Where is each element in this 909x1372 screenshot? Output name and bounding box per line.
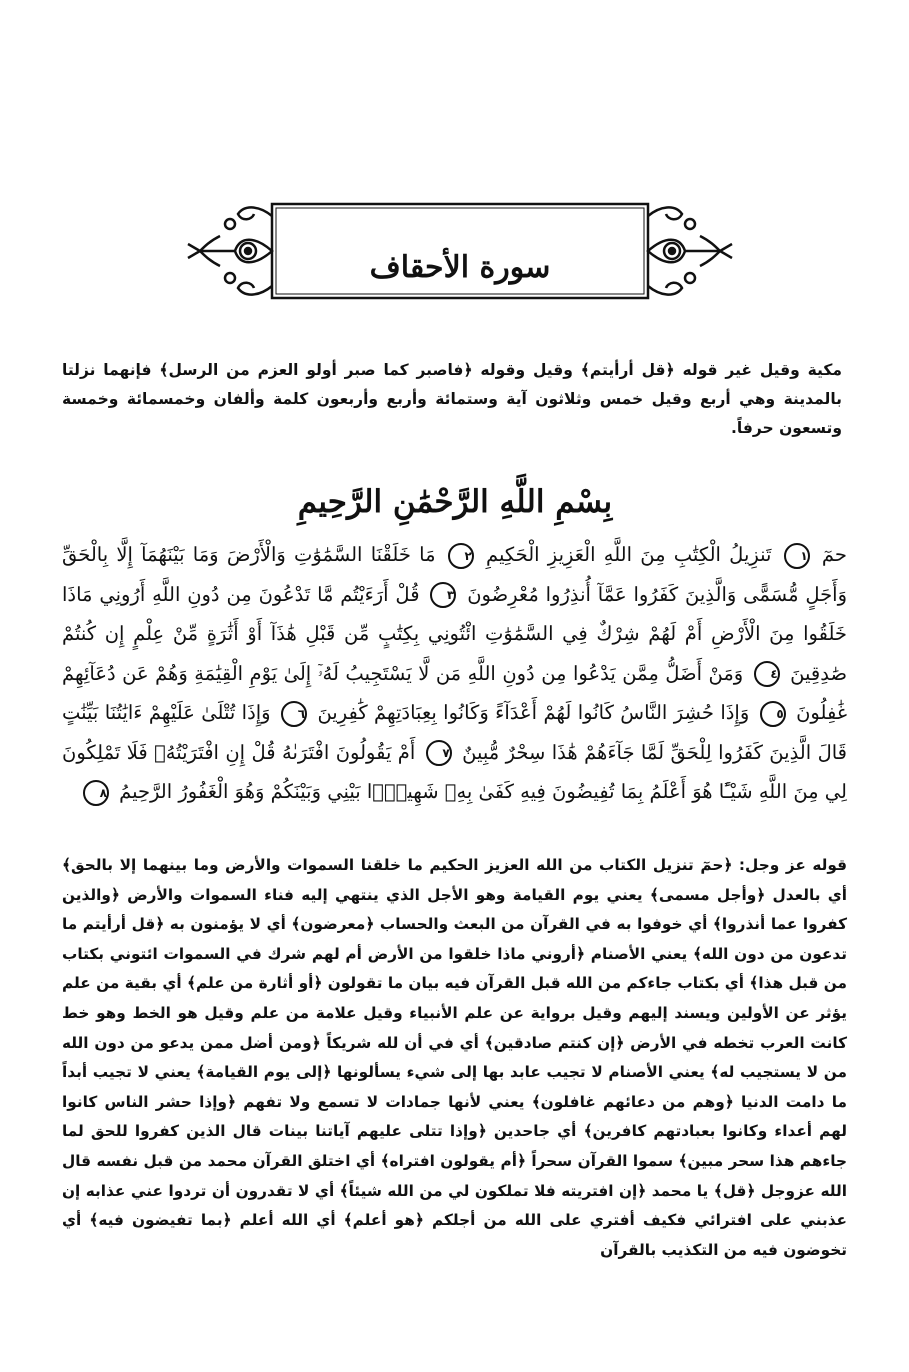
basmala: بِسْمِ اللَّهِ الرَّحْمَٰنِ الرَّحِيمِ [297,484,613,520]
surah-introduction: مكية وقيل غير قوله ﴿قل أرأيتم﴾ وقيل وقوله ﴿فاصبر كما صبر أولو العزم من الرسل﴾ فإنهما نزلتا بالمدينة وهي أربع وقيل خمس وثلاثون آية وستمائة وأربع وأربعون كلمة وألفان وخمسمائة وخمسة وتسعون حرفاً. [62,361,842,437]
verse-text: وَمَنْ أَضَلُّ مِمَّن يَدْعُوا مِن دُونِ اللَّهِ مَن لَّا يَسْتَجِيبُ لَهُۥٓ إِلَىٰ يَوْمِ الْقِيَٰمَةِ وَهُمْ عَن دُعَآئِهِمْ غَٰفِلُونَ [62,661,848,724]
verse-text: تَنزِيلُ الْكِتَٰبِ مِنَ اللَّهِ الْعَزِيزِ الْحَكِيمِ [486,543,772,566]
verse-number-marker: ٢ [448,543,474,569]
verse-text: قُلْ أَرَءَيْتُم مَّا تَدْعُونَ مِن دُونِ اللَّهِ أَرُونِي مَاذَا خَلَقُوا مِنَ الْأَرْضِ أَمْ لَهُمْ شِرْكٌ فِي السَّمَٰوَٰتِ ائْتُونِي بِكِتَٰبٍ مِّن قَبْلِ هَٰذَآ أَوْ أَثَٰرَةٍ مِّنْ عِلْمٍ إِن كُنتُمْ صَٰدِقِينَ [62,582,848,685]
verse-text: وَإِذَا تُتْلَىٰ عَلَيْهِمْ ءَايَٰتُنَا بَيِّنَٰتٍ قَالَ الَّذِينَ كَفَرُوا لِلْحَقِّ لَمَّا جَآءَهُمْ هَٰذَا سِحْرٌ مُّبِينٌ [62,701,848,764]
verse-text: حمٓ [821,543,847,566]
verse-number-marker: ٤ [754,661,780,687]
verse-text: وَإِذَا حُشِرَ النَّاسُ كَانُوا لَهُمْ أَعْدَآءً وَكَانُوا بِعِبَادَتِهِمْ كَٰفِرِينَ [317,701,750,724]
verse-number-marker: ١ [784,543,810,569]
surah-title-frame [180,196,740,306]
verse-number-marker: ٥ [760,701,786,727]
verse-text: أَمْ يَقُولُونَ افْتَرَىٰهُ قُلْ إِنِ افْتَرَيْتُهُۥ فَلَا تَمْلِكُونَ لِي مِنَ اللَّهِ شَيْـًٔا هُوَ أَعْلَمُ بِمَا تُفِيضُونَ فِيهِ كَفَىٰ بِهِۦ شَهِيدًۢا بَيْنِي وَبَيْنَكُمْ وَهُوَ الْغَفُورُ الرَّحِيمُ [62,740,847,803]
verse-number-marker: ٨ [83,780,109,806]
verse-number-marker: ٧ [426,740,452,766]
verse-number-marker: ٦ [281,701,307,727]
tafsir-commentary: قوله عز وجل: ﴿حمٓ تنزيل الكتاب من الله العزيز الحكيم ما خلقنا السموات والأرض وما بينهما إلا بالحق﴾ أي بالعدل ﴿وأجل مسمى﴾ يعني يوم القيامة وهو الأجل الذي ينتهي إليه فناء السموات والأرض ﴿والذين كفروا عما أنذروا﴾ أي خوفوا به في القرآن من البعث والحساب ﴿معرضون﴾ أي لا يؤمنون به ﴿قل أرأيتم ما تدعون من دون الله﴾ يعني الأصنام ﴿أروني ماذا خلقوا من الأرض أم لهم شرك في السموات ائتوني بكتاب من قبل هذا﴾ أي بكتاب جاءكم من الله قبل القرآن فيه بيان ما تقولون ﴿أو أثارة من علم﴾ أي بقية من علم يؤثر عن الأولين ويسند إليهم وقيل برواية عن علم الأنبياء وقيل علامة من علم وقيل هو الخط وهو خط كانت العرب تخطه في الأرض ﴿إن كنتم صادقين﴾ أي في أن لله شريكاً ﴿ومن أضل ممن يدعو من دون الله من لا يستجيب له﴾ يعني الأصنام لا تجيب عابد بها إلى شيء يسألونها ﴿إلى يوم القيامة﴾ يعني لا تجيب أبداً ما دامت الدنيا ﴿وهم من دعائهم غافلون﴾ يعني لأنها جمادات لا تسمع ولا تفهم ﴿وإذا حشر الناس كانوا لهم أعداء وكانوا بعبادتهم كافرين﴾ أي جاحدين ﴿وإذا تتلى عليهم آياتنا بينات قال الذين كفروا للحق لما جاءهم هذا سحر مبين﴾ سموا القرآن سحراً ﴿أم يقولون افتراه﴾ أي اختلق القرآن محمد من قبل نفسه قال الله عزوجل ﴿قل﴾ يا محمد ﴿إن افتريته فلا تملكون لي من الله شيئاً﴾ أي لا تقدرون أن تردوا عني عذابه إن عذبني على افترائي فكيف أفتري على الله من أجلكم ﴿هو أعلم﴾ أي الله أعلم ﴿بما تفيضون فيه﴾ أي تخوضون فيه من التكذيب بالقرآن [62,856,847,1259]
verse-text: مَا خَلَقْنَا السَّمَٰوَٰتِ وَالْأَرْضَ وَمَا بَيْنَهُمَآ إِلَّا بِالْحَقِّ وَأَجَلٍ مُّسَمًّى وَالَّذِينَ كَفَرُوا عَمَّآ أُنذِرُوا مُعْرِضُونَ [62,543,848,606]
surah-title: سورة الأحقاف [369,250,551,285]
quran-verses [62,535,847,812]
verse-number-marker: ٣ [430,582,456,608]
